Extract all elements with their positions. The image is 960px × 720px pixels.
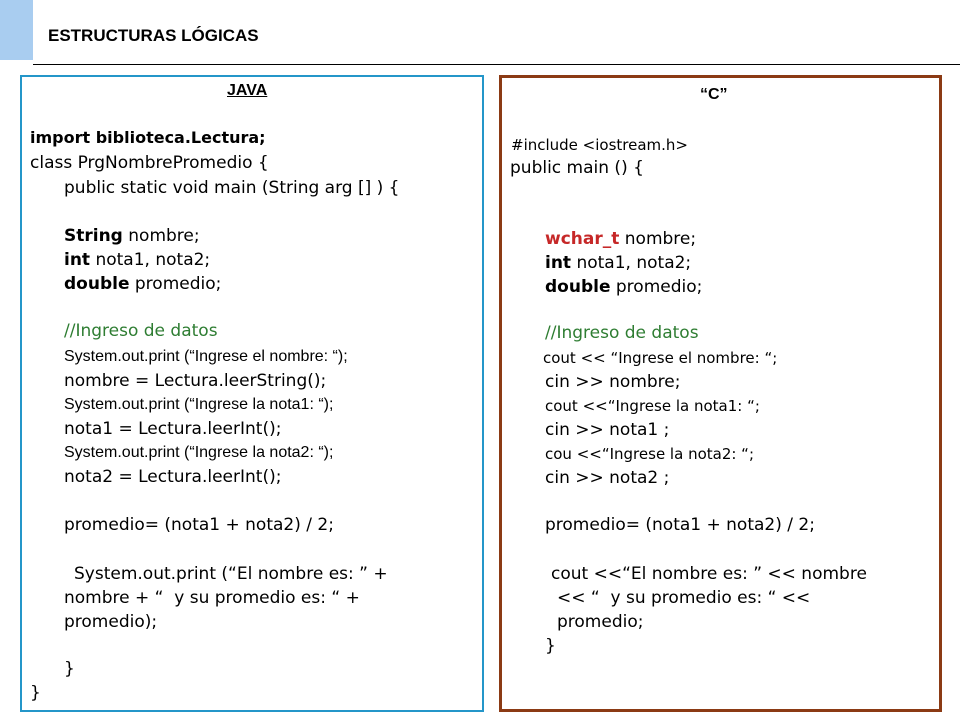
- title-divider: [33, 64, 960, 65]
- c-decl-wchar-type: wchar_t: [545, 229, 620, 249]
- java-output-line-3: promedio);: [64, 612, 158, 632]
- java-decl-int: [64, 250, 210, 270]
- c-close-main: }: [545, 636, 556, 656]
- c-heading: “C”: [700, 86, 728, 103]
- c-main-line: public main () {: [510, 158, 644, 178]
- java-calc-promedio: promedio= (nota1 + nota2) / 2;: [64, 515, 334, 535]
- java-output-line-1: System.out.print (“El nombre es: ” +: [74, 564, 388, 584]
- c-decl-wchar: [545, 229, 696, 249]
- java-decl-string-var: nombre;: [122, 226, 200, 246]
- c-decl-wchar-var: nombre;: [619, 229, 697, 249]
- java-read-nota1: nota1 = Lectura.leerInt();: [64, 419, 282, 439]
- c-decl-int-vars: nota1, nota2;: [571, 253, 692, 273]
- c-calc-promedio: promedio= (nota1 + nota2) / 2;: [545, 515, 815, 535]
- java-decl-string-type: String: [64, 226, 123, 246]
- c-code-panel: [499, 75, 942, 712]
- c-comment: //Ingreso de datos: [545, 323, 699, 343]
- java-decl-string: [64, 226, 200, 246]
- c-decl-int: [545, 253, 691, 273]
- java-comment: //Ingreso de datos: [64, 321, 218, 341]
- page-title: ESTRUCTURAS LÓGICAS: [48, 26, 259, 45]
- c-decl-double-type: double: [545, 277, 611, 297]
- java-code-panel: [20, 75, 484, 712]
- java-decl-int-vars: nota1, nota2;: [90, 250, 211, 270]
- c-include-line: #include <iostream.h>: [511, 136, 689, 154]
- java-decl-double-type: double: [64, 274, 130, 294]
- java-print-nota1: System.out.print (“Ingrese la nota1: “);: [64, 396, 334, 413]
- c-decl-int-type: int: [545, 253, 572, 273]
- java-print-nombre: System.out.print (“Ingrese el nombre: “);: [64, 348, 348, 365]
- java-decl-int-type: int: [64, 250, 91, 270]
- java-close-main: }: [64, 659, 75, 679]
- c-cin-nota1: cin >> nota1 ;: [545, 420, 670, 440]
- c-cout-nota1: cout <<“Ingrese la nota1: “;: [545, 397, 760, 415]
- java-read-nombre: nombre = Lectura.leerString();: [64, 371, 327, 391]
- c-cout-nota2: cou <<“Ingrese la nota2: “;: [545, 445, 755, 463]
- java-output-line-2: nombre + “ y su promedio es: “ +: [64, 588, 360, 608]
- c-decl-double-var: promedio;: [610, 277, 703, 297]
- java-close-class: }: [30, 683, 41, 703]
- java-decl-double-var: promedio;: [129, 274, 222, 294]
- c-cout-nombre: cout << “Ingrese el nombre: “;: [543, 349, 778, 367]
- c-result-line-3: promedio;: [557, 612, 644, 632]
- java-read-nota2: nota2 = Lectura.leerInt();: [64, 467, 282, 487]
- java-main-line: public static void main (String arg [] ) {: [64, 178, 400, 198]
- java-decl-double: [64, 274, 221, 294]
- c-decl-double: [545, 277, 702, 297]
- c-cin-nota2: cin >> nota2 ;: [545, 468, 670, 488]
- java-class-line: class PrgNombrePromedio {: [30, 153, 269, 173]
- c-cin-nombre: cin >> nombre;: [545, 372, 681, 392]
- java-import-line: import biblioteca.Lectura;: [30, 128, 266, 147]
- java-heading: JAVA: [227, 82, 268, 99]
- java-print-nota2: System.out.print (“Ingrese la nota2: “);: [64, 444, 334, 461]
- c-result-line-1: cout <<“El nombre es: ” << nombre: [551, 564, 867, 584]
- accent-bar: [0, 0, 33, 60]
- c-result-line-2: << “ y su promedio es: “ <<: [557, 588, 811, 608]
